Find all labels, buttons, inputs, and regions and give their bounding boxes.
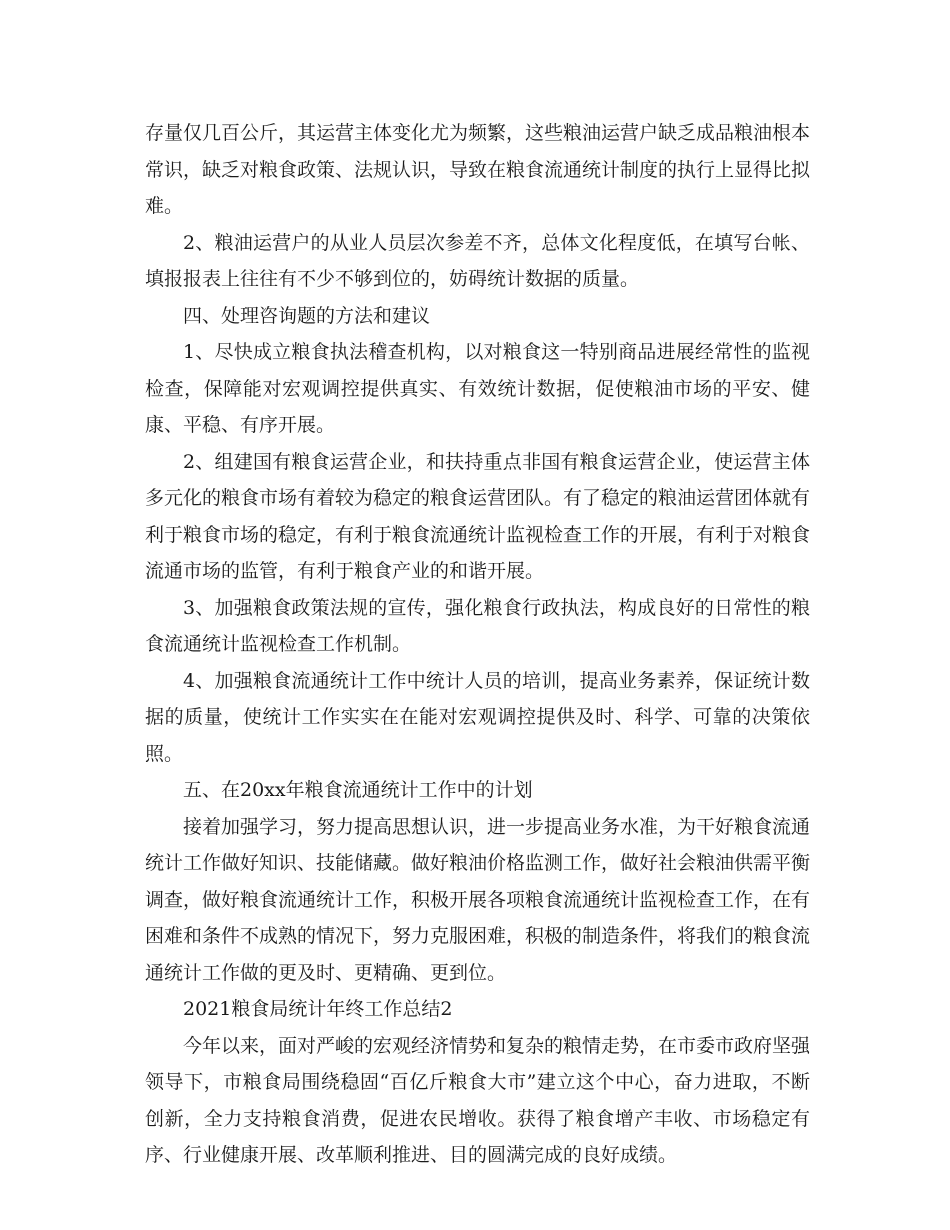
paragraph-suggestion-3: 3、加强粮食政策法规的宣传，强化粮食行政执法，构成良好的日常性的粮食流通统计监视检查工作机制。 [145,596,810,655]
paragraph-suggestion-1: 1、尽快成立粮食执法稽查机构，以对粮食这一特别商品进展经常性的监视检查，保障能对宏观调控提供真实、有效统计数据，促使粮油市场的平安、健康、平稳、有序开展。 [145,341,810,436]
document-title-2: 2021粮食局统计年终工作总结2 [183,998,453,1020]
paragraph-item-2-staff: 2、粮油运营户的从业人员层次参差不齐，总体文化程度低，在填写台帐、填报报表上往往有不少不够到位的，妨碍统计数据的质量。 [145,231,810,290]
document-body [145,115,810,1174]
paragraph-plan: 接着加强学习，努力提高思想认识，进一步提高业务水准，为干好粮食流通统计工作做好知识、技能储藏。做好粮油价格监测工作，做好社会粮油供需平衡调查，做好粮食流通统计工作，积极开展各项粮食流通统计监视检查工作，在有困难和条件不成熟的情况下，努力克服困难，积极的制造条件，将我们的粮食流通统计工作做的更及时、更精确、更到位。 [145,815,811,984]
paragraph-summary-intro: 今年以来，面对严峻的宏观经济情势和复杂的粮情走势，在市委市政府坚强领导下，市粮食局围绕稳固“百亿斤粮食大市”建立这个中心，奋力进取，不断创新，全力支持粮食消费，促进农民增收。获得了粮食增产丰收、市场稳定有序、行业健康开展、改革顺利推进、目的圆满完成的良好成绩。 [145,1034,811,1166]
paragraph-suggestion-4: 4、加强粮食流通统计工作中统计人员的培训，提高业务素养，保证统计数据的质量，使统计工作实实在在能对宏观调控提供及时、科学、可靠的决策依照。 [145,669,810,765]
paragraph-suggestion-2: 2、组建国有粮食运营企业，和扶持重点非国有粮食运营企业，使运营主体多元化的粮食市场有着较为稳定的粮食运营团队。有了稳定的粮油运营团体就有利于粮食市场的稳定，有利于粮食流通统计监视检查工作的开展，有利于对粮食流通市场的监管，有利于粮食产业的和谐开展。 [145,450,811,582]
section-heading-4: 四、处理咨询题的方法和建议 [183,304,431,327]
paragraph-continuation: 存量仅几百公斤，其运营主体变化尤为频繁，这些粮油运营户缺乏成品粮油根本常识，缺乏对粮食政策、法规认识，导致在粮食流通统计制度的执行上显得比拟难。 [145,122,811,217]
section-heading-5: 五、在20xx年粮食流通统计工作中的计划 [183,779,533,801]
